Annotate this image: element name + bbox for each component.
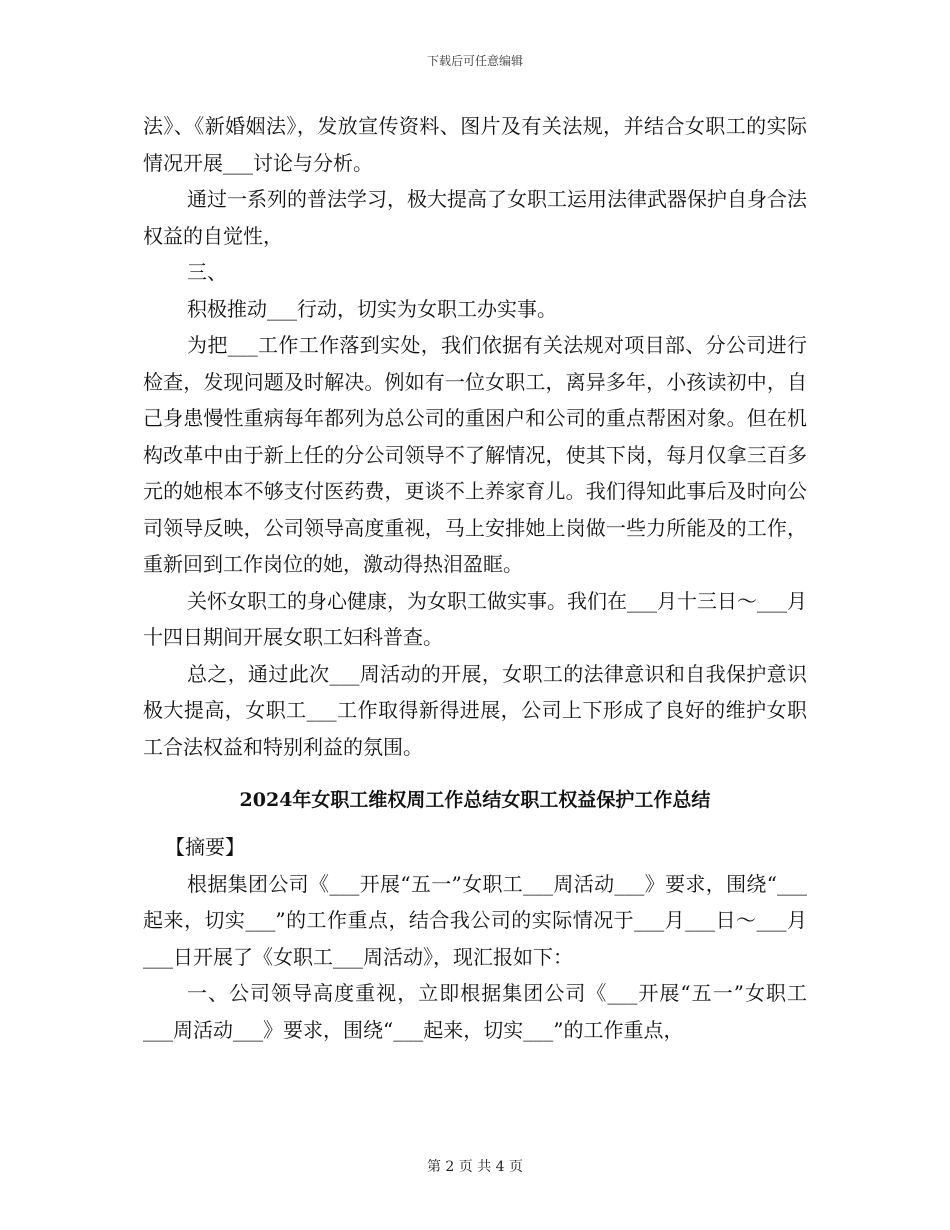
- page-footer: 第 2 页 共 4 页: [426, 1159, 524, 1175]
- paragraph-summary: 总之，通过此次___周活动的开展，女职工的法律意识和自我保护意识极大提高，女职工___工作取得新得进展，公司上下形成了良好的维护女职工合法权益和特别利益的氛围。: [143, 661, 807, 759]
- paragraph-health-check: 关怀女职工的身心健康，为女职工做实事。我们在___月十三日～___月十四日期间开展女职工妇科普查。: [143, 588, 807, 649]
- page-header: 下载后可任意编辑: [426, 54, 523, 68]
- paragraph-law-promotion: 法》、《新婚姻法》，发放宣传资料、图片及有关法规，并结合女职工的实际情况开展___讨论与分析。: [143, 114, 807, 175]
- abstract-label: 【摘要】: [165, 835, 245, 859]
- document-body: [143, 108, 807, 1048]
- document-title: 2024年女职工维权周工作总结女职工权益保护工作总结: [239, 789, 711, 811]
- paragraph-abstract-intro: 根据集团公司《___开展“五一”女职工___周活动___》要求，围绕“___起来，切实___”的工作重点，结合我公司的实际情况于___月___日～___月___日开展了《女职工___周活动》，现汇报如下：: [143, 871, 807, 969]
- section-heading-three: 三、: [187, 260, 227, 284]
- paragraph-law-study: 通过一系列的普法学习，极大提高了女职工运用法律武器保护自身合法权益的自觉性，: [143, 187, 807, 248]
- paragraph-item-one: 一、公司领导高度重视，立即根据集团公司《___开展“五一”女职工___周活动___》要求，围绕“___起来，切实___”的工作重点，: [143, 981, 807, 1042]
- paragraph-case-story: 为把___工作工作落到实处，我们依据有关法规对项目部、分公司进行检查，发现问题及时解决。例如有一位女职工，离异多年，小孩读初中，自己身患慢性重病每年都列为总公司的重困户和公司的重点帮困对象。但在机构改革中由于新上任的分公司领导不了解情况，使其下岗，每月仅拿三百多元的她根本不够支付医药费，更谈不上养家育儿。我们得知此事后及时向公司领导反映，公司领导高度重视，马上安排她上岗做一些力所能及的工作，重新回到工作岗位的她，激动得热泪盈眶。: [143, 333, 807, 576]
- paragraph-action: 积极推动___行动，切实为女职工办实事。: [187, 296, 557, 321]
